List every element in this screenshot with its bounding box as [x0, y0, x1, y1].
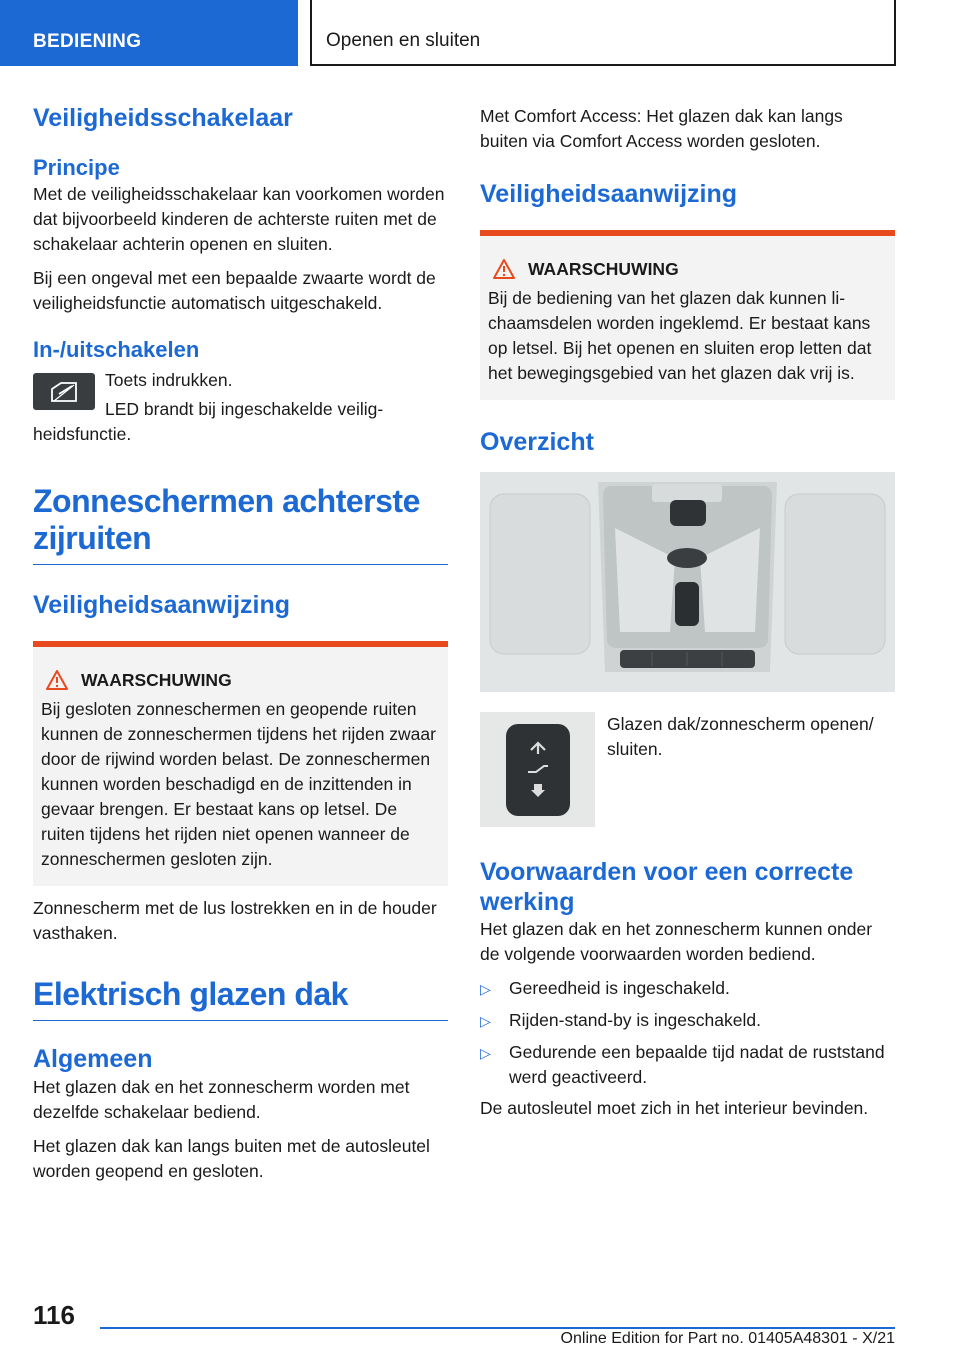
heading-sunblinds-wrap	[33, 483, 448, 565]
heading-conditions: Voorwaarden voor een correcte werking	[480, 858, 854, 916]
toggle-row	[33, 368, 448, 422]
warning-triangle-icon	[492, 258, 516, 280]
list-item: ▷ Rijden-stand-by is ingeschakeld.	[480, 1008, 895, 1034]
roof-switch-image	[480, 712, 595, 827]
general-text-2: Het glazen dak kan langs buiten met de autosleutel worden geopend en gesloten.	[33, 1136, 430, 1181]
warning-triangle-icon	[45, 669, 69, 691]
heading-safety-note-right: Veiligheidsaanwijzing	[480, 180, 738, 208]
triangle-bullet-icon: ▷	[480, 981, 491, 997]
toggle-text-1: Toets indrukken.	[105, 370, 233, 390]
heading-overview: Overzicht	[480, 428, 594, 456]
right-column	[480, 104, 895, 1130]
heading-roof-wrap	[33, 976, 448, 1021]
toggle-text-2a: LED brandt bij ingeschakelde veilig-	[105, 399, 384, 419]
heading-roof: Elektrisch glazen dak	[33, 976, 348, 1012]
heading-safety-note-left: Veiligheidsaanwijzing	[33, 591, 291, 619]
heading-toggle: In-/uitschakelen	[33, 337, 200, 362]
principle-text-2: Bij een ongeval met een bepaalde zwaarte wordt de veiligheidsfunctie automatisch uitgeschakeld.	[33, 268, 436, 313]
page-number: 116	[33, 1300, 75, 1330]
sunblind-text: Zonnescherm met de lus lostrekken en in de houder vasthaken.	[33, 898, 437, 943]
comfort-access-text: Met Comfort Access: Het glazen dak kan langs buiten via Comfort Access worden gesloten.	[480, 106, 843, 151]
general-text-1: Het glazen dak en het zonnescherm worden met dezelfde schakelaar bediend.	[33, 1077, 410, 1122]
heading-safety-switch: Veiligheidsschakelaar	[33, 104, 293, 132]
warning-box-right	[480, 230, 895, 400]
section-tab: BEDIENING	[0, 0, 298, 66]
page-footer	[0, 1290, 960, 1362]
warning-text-left: Bij gesloten zonneschermen en geopende ruiten kunnen de zonneschermen tijdens het rijden zwaar door de rijwind worden belast. De zonneschermen kunnen worden beschadigd en de inzittenden in gevaar brengen. Er bestaat kans op letsel. De ruiten tijdens het rijden niet openen wanneer de zonneschermen gesloten zijn.	[41, 699, 436, 869]
warning-title-right: WAARSCHUWING	[528, 258, 679, 279]
key-text: De autosleutel moet zich in het interieur bevinden.	[480, 1098, 869, 1118]
switch-caption-row	[480, 712, 895, 827]
edition-text: Online Edition for Part no. 01405A48301 - X/21	[560, 1330, 895, 1347]
conditions-text: Het glazen dak en het zonnescherm kunnen onder de volgende voorwaarden worden bediend.	[480, 919, 873, 964]
heading-sunblinds: Zonneschermen achterste zijruiten	[33, 483, 420, 556]
warning-title-left: WAARSCHUWING	[81, 669, 232, 690]
list-item: ▷ Gedurende een bepaalde tijd nadat de ruststand werd geactiveerd.	[480, 1040, 895, 1090]
page-header	[0, 0, 960, 66]
left-column	[33, 100, 448, 1193]
heading-principle: Principe	[33, 155, 120, 180]
heading-general: Algemeen	[33, 1045, 153, 1073]
footer-divider	[100, 1327, 895, 1329]
list-item: ▷ Gereedheid is ingeschakeld.	[480, 976, 895, 1002]
principle-text-1: Met de veiligheidsschakelaar kan voorkomen worden dat bijvoorbeeld kinderen de achterste ruiten met de schakelaar achterin openen en sluiten.	[33, 184, 445, 254]
switch-caption: Glazen dak/zonnescherm openen/ sluiten.	[607, 714, 874, 759]
toggle-text-2b: heidsfunctie.	[33, 424, 132, 444]
warning-box-left	[33, 641, 448, 886]
triangle-bullet-icon: ▷	[480, 1045, 491, 1061]
warning-text-right: Bij de bediening van het glazen dak kunnen lichaamsdelen worden ingeklemd. Er bestaat kans op letsel. Bij het openen en sluiten erop letten dat het bewegingsgebied van het glazen dak vrij is.	[488, 288, 872, 383]
chapter-tab: Openen en sluiten	[310, 0, 896, 66]
triangle-bullet-icon: ▷	[480, 1013, 491, 1029]
roof-console-image	[480, 472, 895, 692]
window-lock-icon	[33, 373, 95, 410]
